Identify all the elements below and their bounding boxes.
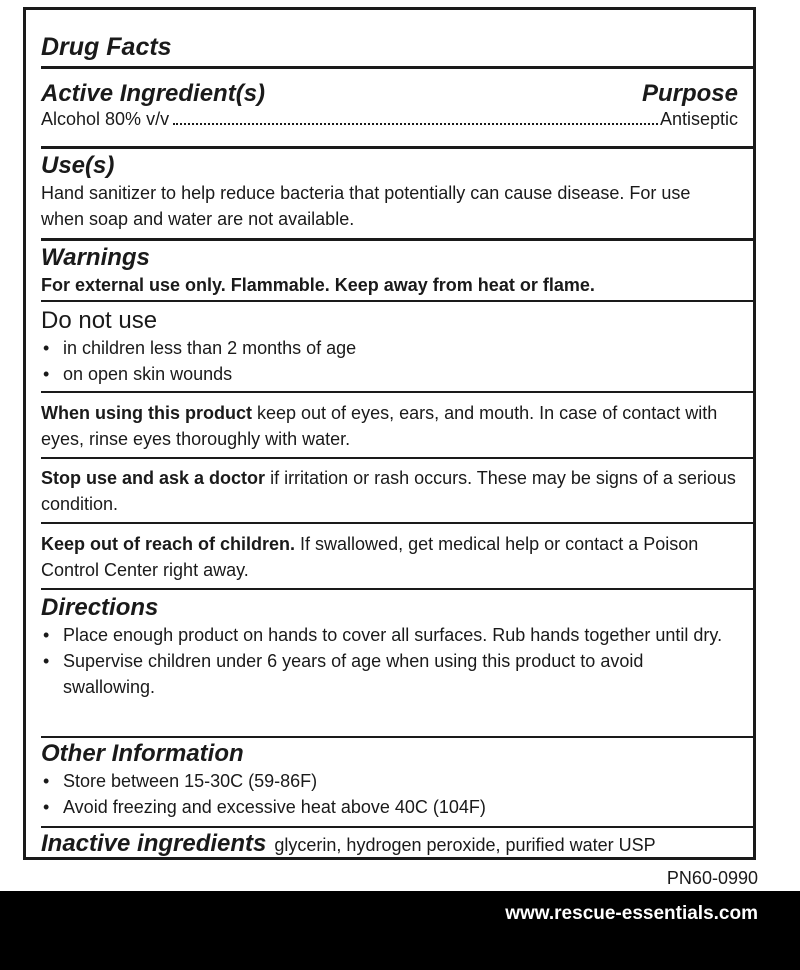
list-item: • Supervise children under 6 years of age when using this product to avoid swallowing. bbox=[43, 651, 644, 697]
other-info-heading: Other Information bbox=[41, 740, 244, 767]
directions-heading: Directions bbox=[41, 594, 159, 621]
purpose-heading: Purpose bbox=[641, 80, 738, 107]
stop-use-text: if irritation or rash occurs. These may be signs of a serious condition. bbox=[41, 468, 736, 514]
inactive-ingredients-section bbox=[41, 830, 738, 858]
when-using-text: keep out of eyes, ears, and mouth. In case of contact with eyes, rinse eyes thoroughly with water. bbox=[41, 403, 718, 449]
footer-bar bbox=[0, 891, 800, 970]
divider bbox=[41, 391, 753, 393]
active-ingredient-heading: Active Ingredient(s) bbox=[41, 80, 266, 107]
divider bbox=[41, 736, 753, 738]
warnings-section bbox=[41, 244, 738, 298]
divider bbox=[41, 588, 753, 590]
warnings-text: For external use only. Flammable. Keep away from heat or flame. bbox=[41, 275, 595, 295]
stop-use-section bbox=[41, 465, 738, 517]
divider bbox=[41, 826, 753, 828]
keep-out-lead: Keep out of reach of children. bbox=[41, 534, 296, 554]
list-item: • Place enough product on hands to cover all surfaces. Rub hands together until dry. bbox=[43, 625, 723, 645]
uses-section bbox=[41, 152, 738, 232]
uses-heading: Use(s) bbox=[41, 152, 115, 179]
dot-leader bbox=[173, 123, 658, 125]
keep-out-text: If swallowed, get medical help or contact a Poison Control Center right away. bbox=[41, 534, 699, 580]
when-using-lead: When using this product bbox=[41, 403, 252, 423]
uses-text: Hand sanitizer to help reduce bacteria that potentially can cause disease. For use when soap and water are not available. bbox=[41, 183, 691, 229]
other-info-list bbox=[41, 768, 738, 820]
active-ingredient-purpose: Antiseptic bbox=[659, 109, 738, 129]
active-ingredient-section bbox=[41, 80, 738, 130]
inactive-ingredients-text: glycerin, hydrogen peroxide, purified water USP bbox=[274, 835, 656, 855]
divider bbox=[41, 457, 753, 459]
list-item: • Avoid freezing and excessive heat above 40C (104F) bbox=[43, 797, 486, 817]
do-not-use-heading: Do not use bbox=[41, 307, 158, 334]
drug-facts-panel bbox=[23, 7, 756, 860]
drug-facts-title: Drug Facts bbox=[41, 33, 172, 61]
other-info-section bbox=[41, 740, 738, 820]
warnings-heading: Warnings bbox=[41, 244, 150, 271]
part-number: PN60-0990 bbox=[666, 868, 758, 888]
divider bbox=[41, 66, 753, 69]
divider bbox=[41, 238, 753, 241]
divider bbox=[41, 522, 753, 524]
do-not-use-list bbox=[41, 335, 738, 387]
when-using-section bbox=[41, 400, 738, 452]
directions-list bbox=[41, 622, 738, 700]
divider bbox=[41, 146, 753, 149]
website-url: www.rescue-essentials.com bbox=[505, 903, 758, 924]
do-not-use-section bbox=[41, 307, 738, 387]
active-ingredient-name: Alcohol 80% v/v bbox=[41, 109, 170, 129]
directions-section bbox=[41, 594, 738, 700]
divider bbox=[41, 300, 753, 302]
list-item: • Store between 15-30C (59-86F) bbox=[43, 771, 318, 791]
keep-out-section bbox=[41, 531, 738, 583]
list-item: • in children less than 2 months of age bbox=[43, 338, 357, 358]
inactive-ingredients-heading: Inactive ingredients bbox=[41, 830, 267, 857]
list-item: • on open skin wounds bbox=[43, 364, 233, 384]
stop-use-lead: Stop use and ask a doctor bbox=[41, 468, 266, 488]
